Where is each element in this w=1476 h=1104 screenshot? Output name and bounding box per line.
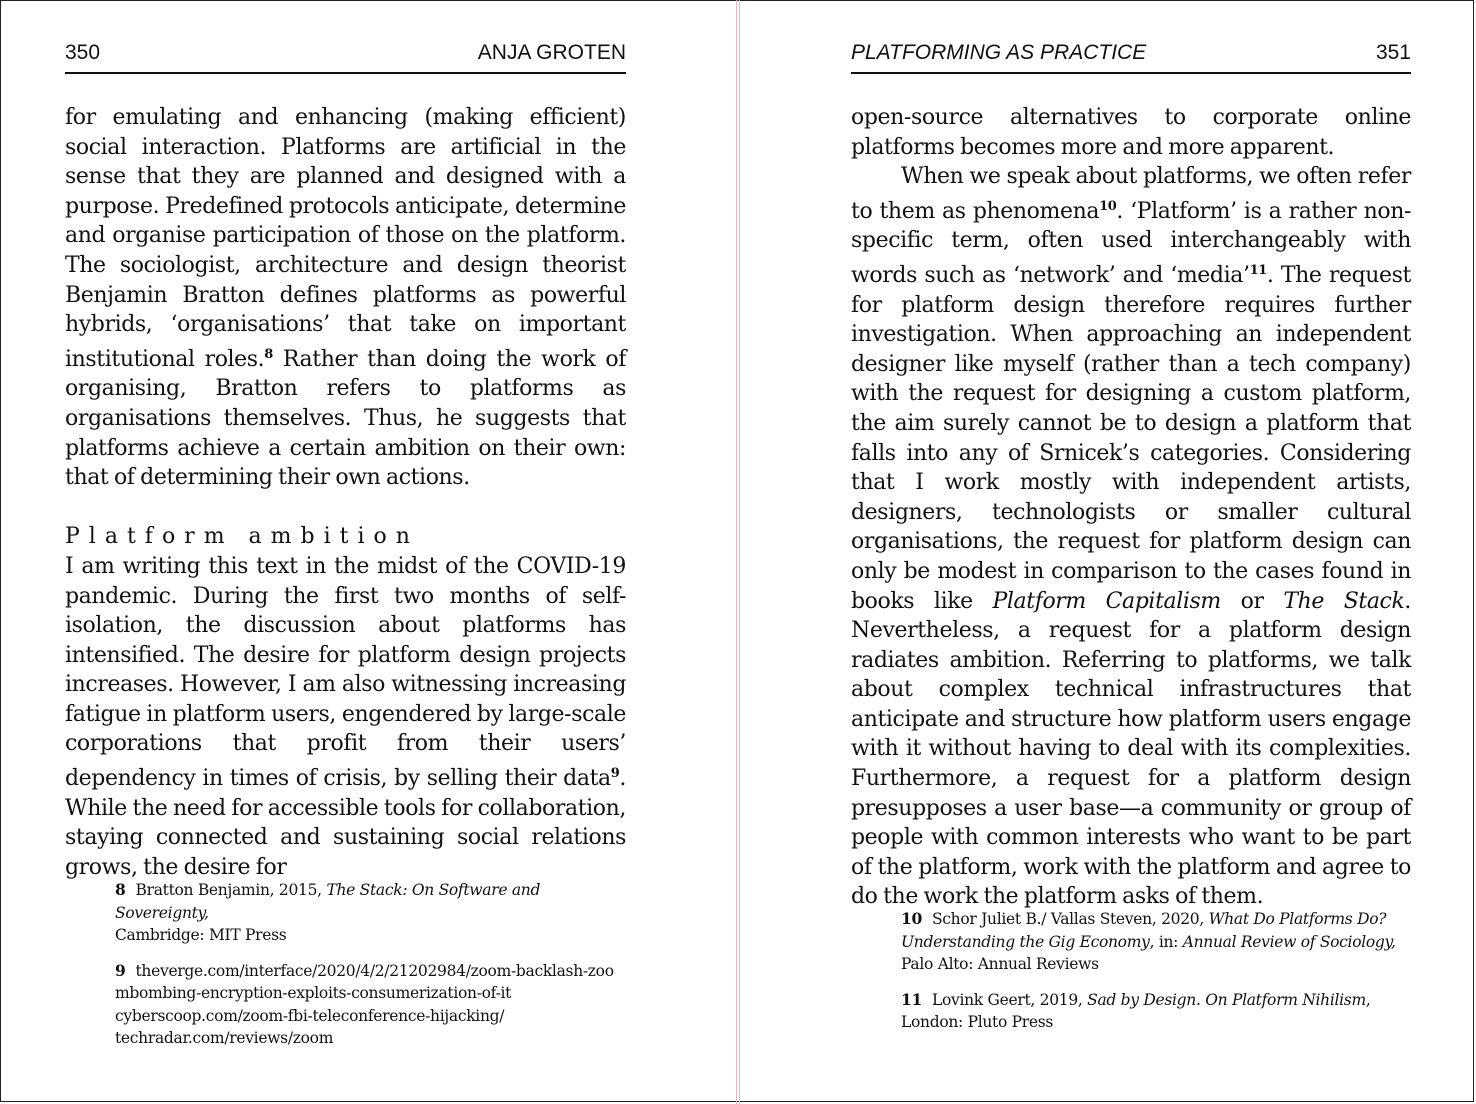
- footnote-number: 8: [115, 880, 126, 899]
- footnote-ref: 9: [610, 766, 620, 782]
- footnote-number: 11: [901, 989, 922, 1009]
- page-number: 350: [65, 41, 101, 64]
- paragraph-text: . ‘Platform’ is a rather non-specific term, often used interchangeably with words such as ‘network’ and ‘media’: [851, 198, 1412, 288]
- footnote-ref: 8: [264, 346, 273, 362]
- footnote-9: [115, 960, 626, 1050]
- footnote-number: 10: [901, 909, 922, 928]
- running-head-right: [851, 40, 1411, 74]
- footnote-8: [115, 879, 626, 947]
- footnote-author: Bratton Benjamin, 2015,: [135, 881, 327, 899]
- paragraph-text: . While the need for accessible tools for collaboration, staying connected and sustaining social relations grows, the desire for: [65, 766, 626, 880]
- footnote-title: Sad by Design. On Platform Nihilism: [1087, 990, 1366, 1009]
- right-body: [851, 103, 1411, 912]
- paragraph-text: Rather than doing the work of organising, Bratton refers to platforms as organisations themselves. Thus, he suggests that platforms achieve a certain ambition on their own: that of determining their own actions.: [65, 346, 626, 491]
- paragraph: [851, 162, 1411, 912]
- author-name: ANJA GROTEN: [477, 41, 626, 64]
- footnote-number: 9: [115, 960, 126, 980]
- running-head-left: [65, 40, 626, 74]
- paragraph-text: . Nevertheless, a request for a platform design radiates ambition. Referring to platforms, we talk about complex technical infrastructures that anticipate and structure how platform users engage with it without having to deal with its complexities. Furthermore, a request for a platform design presupposes a user base—a community or group of people with common interests who want to be part of the platform, work with the platform and agree to do the work the platform asks of them.: [851, 588, 1411, 910]
- footnote-author: Lovink Geert, 2019,: [931, 990, 1088, 1009]
- paragraph: [65, 552, 626, 883]
- right-page: [851, 0, 1411, 1104]
- book-title: Platform Capitalism: [992, 588, 1221, 614]
- left-page: [65, 0, 626, 1104]
- footnote-ref: 11: [1249, 262, 1267, 278]
- paragraph-text: I am writing this text in the midst of the COVID-19 pandemic. During the first two months of self-isolation, the discussion about platforms has intensified. The desire for platform design projects increases. However, I am also witnessing increasing fatigue in platform users, engendered by large-scale corporations that profit from their users’ dependency in times of crisis, by selling their data: [65, 553, 626, 792]
- footnote-link[interactable]: techradar.com/reviews/zoom: [115, 1029, 334, 1047]
- footnote-publisher: Palo Alto: Annual Reviews: [901, 955, 1099, 973]
- paragraph-text: . The request for platform design therefore requires further investigation. When approaching an independent designer like myself (rather than a tech company) with the request for designing a custom platform, the aim surely cannot be to design a platform that falls into any of Srnicek’s categories. Considering that I work mostly with independent artists, designers, technologists or smaller cultural organisations, the request for platform design can only be modest in comparison to the cases found in books like: [851, 262, 1411, 614]
- footnote-publisher: Cambridge: MIT Press: [115, 926, 287, 944]
- footnote-title: What Do Platforms Do? Understanding the Gig Economy: [901, 910, 1387, 951]
- section-heading: Platform ambition: [65, 524, 419, 550]
- footnote-publisher: , London: Pluto Press: [901, 990, 1371, 1031]
- footnote-11: [901, 989, 1411, 1034]
- paragraph-text: for emulating and enhancing (making efficient) social interaction. Platforms are artificial in the sense that they are planned and designed with a purpose. Predefined protocols anticipate, determine and organise participation of those on the platform. The sociologist, architecture and design theorist Benjamin Bratton defines platforms as powerful hybrids, ‘organisations’ that take on important institutional roles.: [65, 105, 626, 372]
- book-title: The Stack: [1283, 588, 1405, 614]
- book-gutter: [736, 0, 740, 1104]
- paragraph-text: or: [1220, 588, 1284, 614]
- footnote-author: Schor Juliet B./ Vallas Steven, 2020,: [931, 910, 1209, 928]
- footnote-10: [901, 908, 1411, 976]
- left-body: [65, 103, 626, 882]
- page-number: 351: [1375, 41, 1411, 64]
- footnotes-right: [901, 908, 1411, 1047]
- footnotes-left: [115, 879, 626, 1063]
- paragraph-text: When we speak about platforms, we often refer to them as phenomena: [851, 164, 1411, 224]
- footnote-journal: Annual Review of Sociology,: [1182, 932, 1396, 951]
- paragraph: [65, 103, 626, 493]
- footnote-title: The Stack: On Software and Sovereignty,: [115, 881, 541, 922]
- paragraph: open-source alternatives to corporate online platforms becomes more and more apparent.: [851, 105, 1411, 160]
- footnote-ref: 10: [1099, 198, 1117, 214]
- footnote-link[interactable]: theverge.com/interface/2020/4/2/21202984/zoom-backlash-zoombombing-encryption-exploits-consumerization-of-it: [115, 961, 614, 1002]
- footnote-text: , in:: [1149, 932, 1183, 951]
- footnote-link[interactable]: cyberscoop.com/zoom-fbi-teleconference-hijacking/: [115, 1006, 505, 1025]
- chapter-title: PLATFORMING AS PRACTICE: [851, 41, 1147, 64]
